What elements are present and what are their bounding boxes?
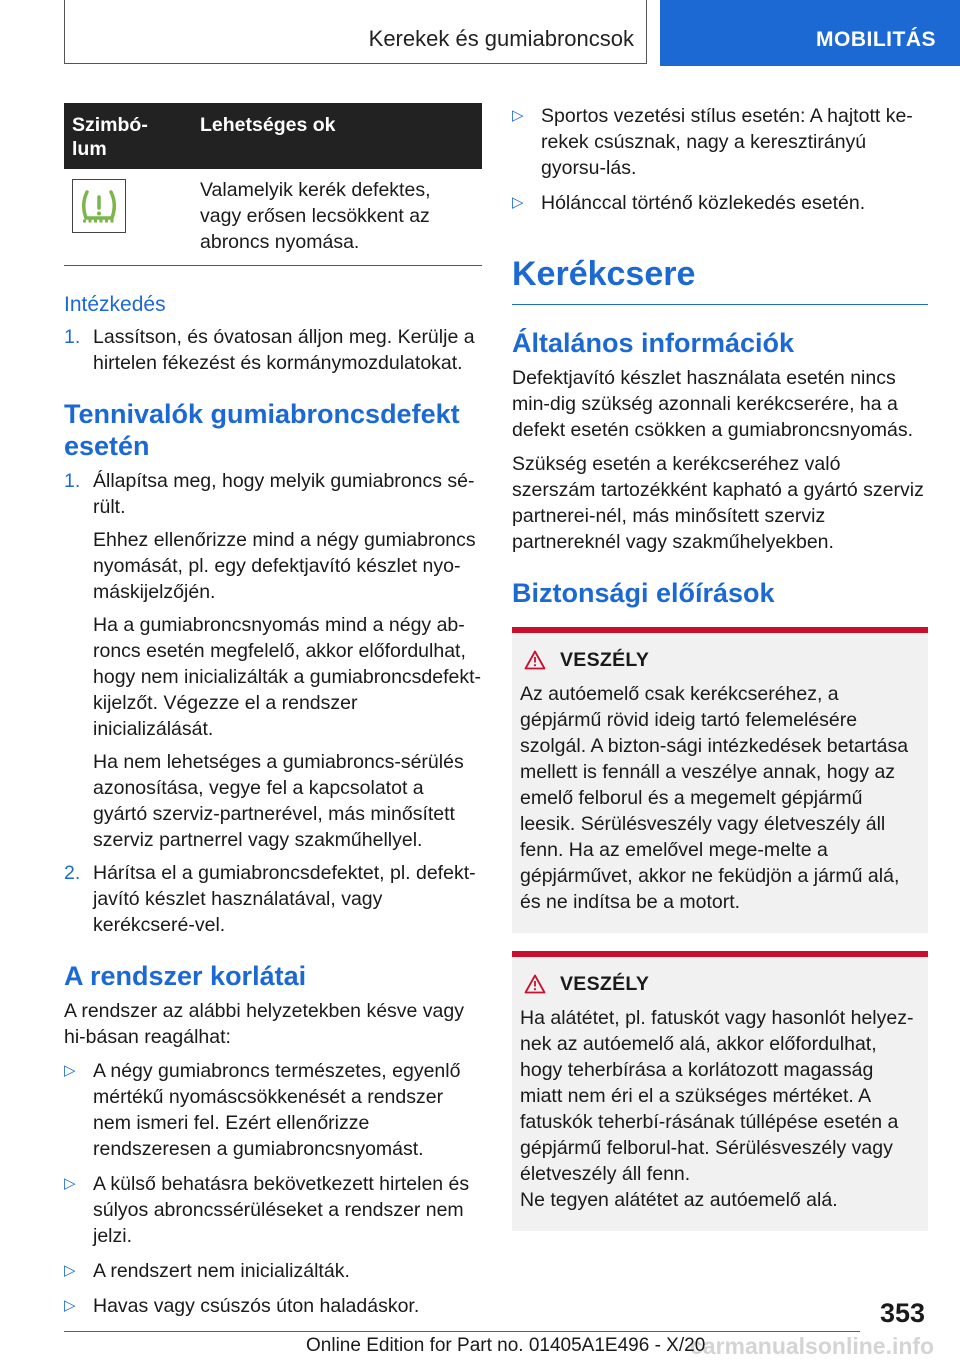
general-info-title: Általános információk [512, 328, 795, 358]
watermark: carmanualsonline.info [690, 1333, 935, 1359]
bullet-text: Hólánccal történő közlekedés esetén. [541, 192, 866, 214]
limits-intro: A rendszer az alábbi helyzetekben késve vagy hi-básan reagálhat: [64, 1000, 464, 1048]
bullet-triangle-icon: ▷ [512, 194, 524, 211]
cause-cell: Valamelyik kerék defektes, vagy erősen lecsökkent az abroncs nyomása. [192, 169, 482, 266]
step-paragraph: Ha nem lehetséges a gumiabroncs-sérülés azonosítása, vegye fel a kapcsolatot a gyártó szerviz-partnerével, más minősített szerviz partnerrel vagy szakműhellyel. [93, 751, 464, 851]
bullet-text: A külső behatásra bekövetkezett hirtelen és súlyos abroncssérüléseket a rendszer nem jelzi. [93, 1173, 470, 1247]
list-item [64, 860, 482, 938]
bullet-triangle-icon: ▷ [64, 1297, 76, 1314]
danger-box [512, 951, 928, 1231]
step-paragraph: Ehhez ellenőrizze mind a négy gumiabroncs nyomását, pl. egy defektjavító készlet nyo-máskijelzőjén. [93, 529, 476, 603]
bullet-triangle-icon: ▷ [512, 107, 524, 124]
bullet-triangle-icon: ▷ [64, 1175, 76, 1192]
general-paragraph: Defektjavító készlet használata esetén nincs min-dig szükség azonnali kerékcserére, ha a defekt esetén csökken a gumiabroncsnyomás. [512, 367, 914, 441]
bullet-text: A négy gumiabroncs természetes, egyenlő mértékű nyomáscsökkenését a rendszer nem ismeri fel. Ezért ellenőrizze rendszeresen a gumiabroncsnyomást. [93, 1060, 461, 1160]
step-text: Lassítson, és óvatosan álljon meg. Kerülje a hirtelen fékezést és kormánymozdulatokat. [93, 326, 475, 374]
symbol-table-header [64, 103, 482, 169]
header-section-box [64, 0, 647, 64]
list-item [512, 103, 928, 181]
safety-title: Biztonsági előírások [512, 578, 775, 608]
limits-section-title: A rendszer korlátai [64, 961, 307, 991]
left-column [64, 103, 482, 1328]
list-item [64, 1258, 482, 1284]
bullet-text: Havas vagy csúszós úton haladáskor. [93, 1295, 420, 1317]
danger-header [524, 647, 920, 673]
measures-title: Intézkedés [64, 293, 166, 316]
page-number: 353 [880, 1298, 926, 1328]
edition-text: Online Edition for Part no. 01405A1E496 - X/20 [306, 1335, 706, 1356]
step-number: 1. [64, 470, 81, 492]
section-title: Kerekek és gumiabroncsok [368, 26, 634, 51]
general-paragraph: Szükség esetén a kerékcseréhez való szerszám tartozékként kapható a gyártó szerviz partnerei-nél, más minősített szerviz partnereknél vagy szakműhelyekben. [512, 453, 924, 553]
symbol-cell [64, 169, 192, 266]
list-item [64, 1058, 482, 1162]
danger-text: Ha alátétet, pl. fatuskót vagy hasonlót helyez-nek az autóemelő alá, akkor előfordulhat, hogy teherbírása a korlátozott magasság miatt nem éri el a szükséges mértéket. A fatuskók teherbí-rásának túllépése esetén a gépjármű felborul-hat. Sérülésveszély vagy életveszély áll fenn. Ne tegyen alátétet az autóemelő alá. [520, 1007, 914, 1211]
danger-text: Az autóemelő csak kerékcseréhez, a gépjármű rövid ideig tartó felemelésére szolgál. A bizton-sági intézkedések betartása mellett is fennáll a veszélye annak, hogy az emelő felborul és a megemelt gépjármű leesik. Sérülésveszély vagy életveszély áll fenn. Ha az emelővel mege-melte a gépjárművet, akkor ne feküdjön a jármű alá, és ne indítsa be a motort. [520, 683, 909, 913]
danger-label: VESZÉLY [560, 973, 650, 995]
measures-steps [64, 324, 482, 376]
list-item [64, 468, 482, 853]
limits-bullets-right [512, 103, 928, 216]
step-paragraph: Állapítsa meg, hogy melyik gumiabroncs sé-rült. [93, 470, 475, 518]
bullet-text: Sportos vezetési stílus esetén: A hajtott ke-rekek csúsznak, nagy a keresztirányú gyorsu-lás. [541, 105, 913, 179]
chapter-tab [660, 0, 960, 66]
symbol-column-header-label: Szimbó- lum [72, 114, 148, 160]
right-column [512, 103, 928, 1231]
defect-steps [64, 468, 482, 938]
step-number: 2. [64, 862, 81, 884]
defect-section-title: Tennivalók gumiabroncsdefekt esetén [64, 399, 460, 461]
list-item [64, 1171, 482, 1249]
danger-box [512, 627, 928, 933]
warning-triangle-icon [524, 974, 546, 994]
warning-triangle-icon [524, 650, 546, 670]
limits-bullets-left [64, 1058, 482, 1319]
tire-pressure-warning-icon [72, 179, 126, 233]
footer-divider [64, 1331, 860, 1332]
list-item [64, 324, 482, 376]
step-paragraph: Hárítsa el a gumiabroncsdefektet, pl. defekt-javító készlet használatával, vagy kerékcseré-vel. [93, 862, 476, 936]
symbol-column-header [64, 103, 192, 169]
bullet-triangle-icon: ▷ [64, 1262, 76, 1279]
step-paragraph: Ha a gumiabroncsnyomás mind a négy ab-roncs esetén megfelelő, akkor előfordulhat, hogy nem inicializálták a gumiabroncsdefekt-kijelzőt. Végezze el a rendszer inicializálását. [93, 614, 482, 740]
symbol-table [64, 103, 482, 266]
wheel-change-title: Kerékcsere [512, 254, 928, 305]
danger-label: VESZÉLY [560, 649, 650, 671]
danger-header [524, 971, 920, 997]
bullet-text: A rendszert nem inicializálták. [93, 1260, 350, 1282]
step-number: 1. [64, 326, 81, 348]
list-item [512, 190, 928, 216]
bullet-triangle-icon: ▷ [64, 1062, 76, 1079]
table-row [64, 169, 482, 266]
list-item [64, 1293, 482, 1319]
chapter-tab-label: MOBILITÁS [816, 28, 936, 51]
cause-column-header: Lehetséges ok [192, 103, 482, 169]
